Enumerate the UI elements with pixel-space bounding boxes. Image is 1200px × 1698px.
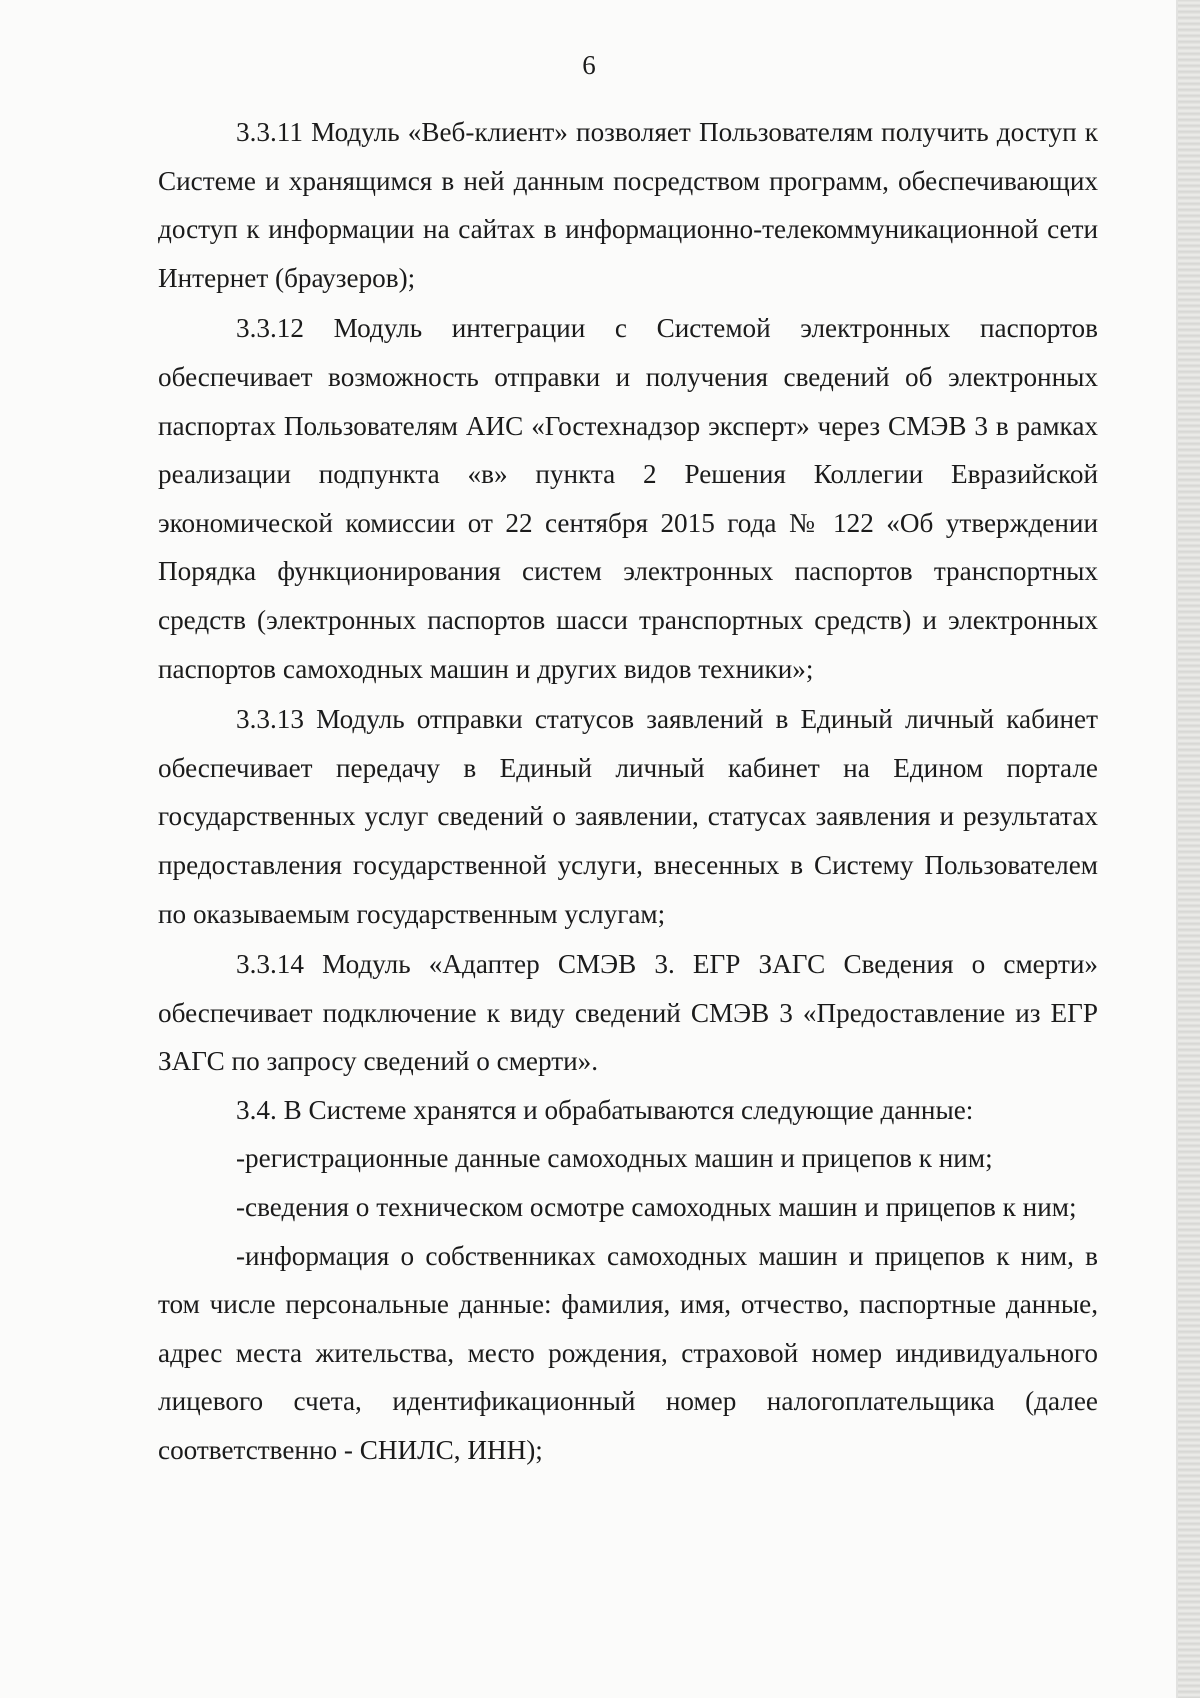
paragraph-3-3-11: 3.3.11 Модуль «Веб-клиент» позволяет Пользователям получить доступ к Системе и хранящимся в ней данным посредством программ, обеспечивающих доступ к информации на сайтах в информационно-телекоммуникационной сети Интернет (браузеров); <box>158 117 1098 293</box>
document-body <box>158 108 1098 1475</box>
page-number: 6 <box>582 50 596 80</box>
paragraph-3-3-13: 3.3.13 Модуль отправки статусов заявлений в Единый личный кабинет обеспечивает передачу в Единый личный кабинет на Едином портале государственных услуг сведений о заявлении, статусах заявления и результатах предоставления государственной услуги, внесенных в Систему Пользователем по оказываемым государственным услугам; <box>158 704 1098 929</box>
paragraph-3-4: 3.4. В Системе хранятся и обрабатываются следующие данные: <box>236 1094 974 1125</box>
list-item-registration-data: -регистрационные данные самоходных машин и прицепов к ним; <box>236 1143 993 1174</box>
scan-edge <box>1178 0 1200 1698</box>
list-item-owner-data: -информация о собственниках самоходных машин и прицепов к ним, в том числе персональные данные: фамилия, имя, отчество, паспортные данные, адрес места жительства, место рождения, страховой номер индивидуального лицевого счета, идентификационный номер налогоплательщика (далее соответственно - СНИЛС, ИНН); <box>158 1240 1098 1466</box>
paragraph-3-3-14: 3.3.14 Модуль «Адаптер СМЭВ 3. ЕГР ЗАГС Сведения о смерти» обеспечивает подключение к виду сведений СМЭВ 3 «Предоставление из ЕГР ЗАГС по запросу сведений о смерти». <box>158 949 1098 1077</box>
list-item-inspection-data: -сведения о техническом осмотре самоходных машин и прицепов к ним; <box>236 1192 1077 1223</box>
paragraph-3-3-12: 3.3.12 Модуль интеграции с Системой электронных паспортов обеспечивает возможность отправки и получения сведений об электронных паспортах Пользователям АИС «Гостехнадзор эксперт» через СМЭВ 3 в рамках реализации подпункта «в» пункта 2 Решения Коллегии Евразийской экономической комиссии от 22 сентября 2015 года № 122 «Об утверждении Порядка функционирования систем электронных паспортов транспортных средств (электронных паспортов шасси транспортных средств) и электронных паспортов самоходных машин и других видов техники»; <box>158 313 1098 684</box>
